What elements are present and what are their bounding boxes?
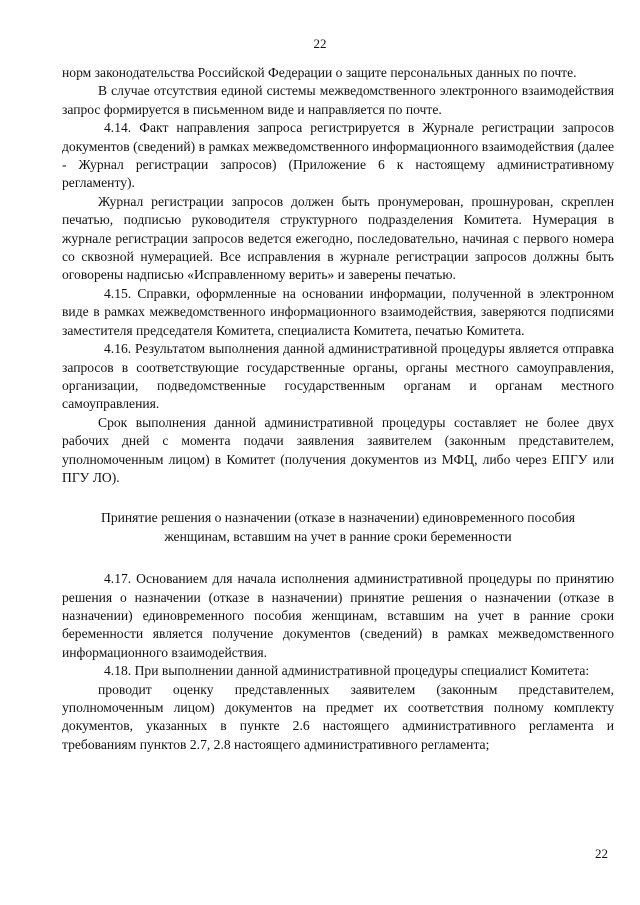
paragraph: Журнал регистрации запросов должен быть пронумерован, прошнурован, скреплен печатью, подписью руководителя структурного подразделения Комитета. Нумерация в журнале регистрации запросов ведется ежегодно, последовательно, начиная с первого номера со сквозной нумерацией. Все исправления в журнале регистрации запросов должны быть оговорены надписью «Исправленному верить» и заверены печатью. [62,193,614,283]
paragraph: 4.18. При выполнении данной административной процедуры специалист Комитета: [104,663,590,679]
section-heading: Принятие решения о назначении (отказе в назначении) единовременного пособия женщинам, вставшим на учет в ранние сроки беременности [101,510,575,544]
page-number-top: 22 [313,36,327,51]
paragraph: 4.17. Основанием для начала исполнения административной процедуры по принятию решения о назначении (отказе в назначении) принятие решения о назначении (отказе в назначении) единовременного пособия женщинам, вставшим на учет в ранние сроки беременности является получение документов (сведений) в рамках межведомственного информационного взаимодействия. [62,571,614,660]
paragraph: 4.15. Справки, оформленные на основании информации, полученной в электронном виде в рамках межведомственного информационного взаимодействия, заверяются подписями заместителя председателя Комитета, специалиста Комитета, печатью Комитета. [62,285,614,338]
page-number-bottom: 22 [595,846,608,861]
paragraph: Срок выполнения данной административной процедуры составляет не более двух рабочих дней с момента подачи заявления заявителем (законным представителем, уполномоченным лицом) в Комитет (получения документов из МФЦ, либо через ЕПГУ или ПГУ ЛО). [62,414,614,485]
paragraph: В случае отсутствия единой системы межведомственного электронного взаимодействия запрос формируется в письменном виде и направляется по почте. [62,83,614,117]
paragraph: норм законодательства Российской Федерации о защите персональных данных по почте. [62,65,577,80]
paragraph: проводит оценку представленных заявителем (законным представителем, уполномоченным лицом) документов на предмет их соответствия полному комплекту документов, указанных в пункте 2.6 настоящего административного регламента и требованиям пунктов 2.7, 2.8 настоящего административного регламента; [62,681,614,752]
paragraph: 4.14. Факт направления запроса регистрируется в Журнале регистрации запросов документов (сведений) в рамках межведомственного информационного взаимодействия (далее - Журнал регистрации запросов) (Приложение 6 к настоящему административному регламенту). [62,120,614,191]
paragraph: 4.16. Результатом выполнения данной административной процедуры является отправка запросов в соответствующие государственные органы, органы местного самоуправления, организации, подведомственные государственным органам и органам местного самоуправления. [62,341,614,412]
document-body [62,64,614,754]
